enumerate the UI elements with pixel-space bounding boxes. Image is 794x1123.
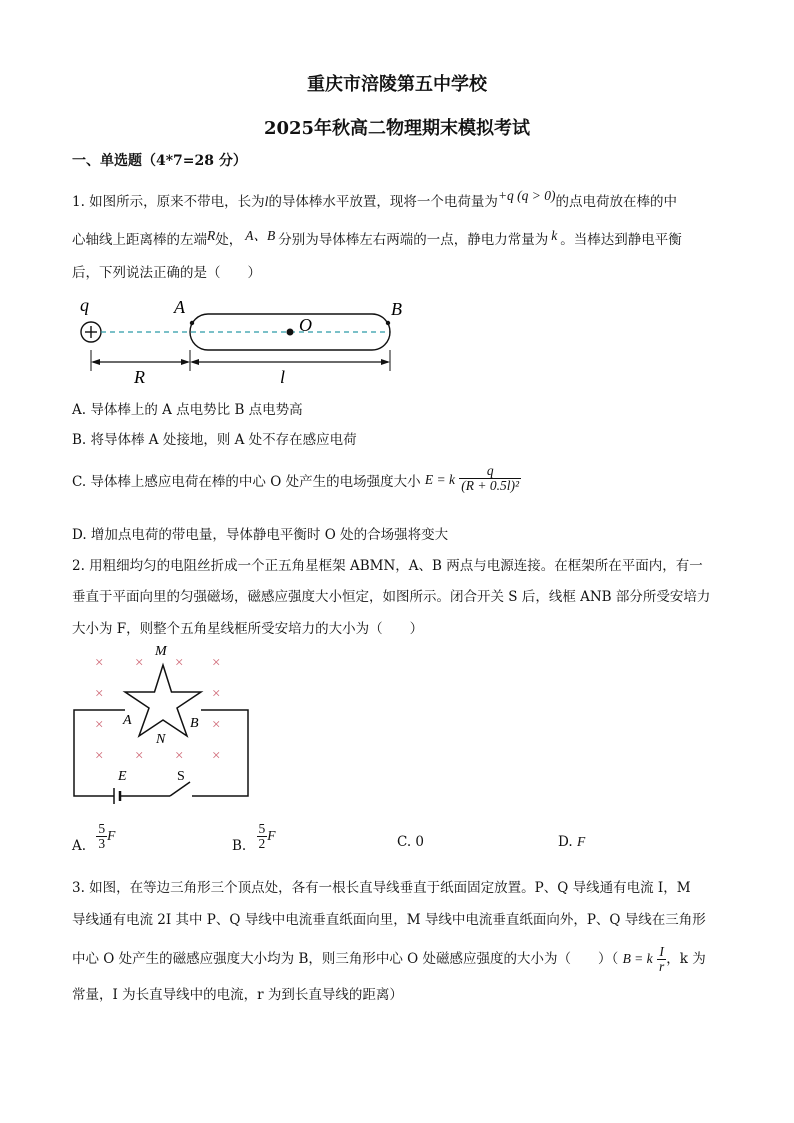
- q1-option-d[interactable]: D. 增加点电荷的带电量，导体静电平衡时 O 处的合场强将变大: [72, 527, 449, 543]
- svg-text:×: ×: [95, 686, 104, 702]
- svg-text:×: ×: [175, 748, 184, 764]
- q2-option-c[interactable]: C. 0: [397, 834, 425, 850]
- q3-formula-lhs: B = k: [622, 951, 653, 966]
- q1-option-a[interactable]: A. 导体棒上的 A 点电势比 B 点电势高: [72, 402, 303, 418]
- svg-text:×: ×: [175, 655, 184, 671]
- q3-line3: 中心 O 处产生的磁感应强度大小均为 B，则三角形中心 O 处磁感应强度的大小为（ ）（ B = k $\frac{I}{r}$ ，k 为: [72, 944, 706, 974]
- svg-text:M: M: [155, 644, 167, 659]
- svg-text:S: S: [177, 769, 185, 784]
- switch: [170, 782, 190, 796]
- svg-text:B: B: [190, 716, 199, 731]
- q1-text: 处，: [215, 232, 243, 248]
- fig-label-A: A: [174, 297, 185, 317]
- svg-text:×: ×: [212, 655, 221, 671]
- fig-label-R: R: [134, 367, 145, 387]
- fig-label-O: O: [299, 315, 312, 335]
- center-point: [287, 329, 294, 336]
- exam-title: 2025年秋高二物理期末模拟考试: [263, 118, 531, 139]
- q2-opta-fraction: $\frac{5}{3}$: [98, 821, 106, 851]
- q2-option-b[interactable]: B. $\frac{5}{2}$ F: [232, 821, 276, 854]
- svg-text:N: N: [156, 732, 166, 747]
- fig-label-B: B: [391, 299, 402, 319]
- q1-text: 的点电荷放在棒的中: [555, 194, 678, 210]
- q1-option-b[interactable]: B. 将导体棒 A 处接地，则 A 处不存在感应电荷: [72, 432, 357, 448]
- svg-text:×: ×: [135, 748, 144, 764]
- q2-option-a[interactable]: A. $\frac{5}{3}$ F: [72, 821, 116, 854]
- q1-optc-fraction: $\frac{q}{\text{(R + 0.5l)²}}$: [461, 463, 520, 493]
- q1-optc-lhs: E = k: [424, 472, 455, 487]
- svg-text:×: ×: [95, 717, 104, 733]
- svg-text:A: A: [123, 713, 132, 728]
- q1-line2: [72, 230, 682, 250]
- q1-charge: +q (q > 0): [497, 188, 556, 203]
- svg-text:×: ×: [95, 655, 104, 671]
- fig-label-q: q: [80, 295, 89, 315]
- q1-option-c[interactable]: [72, 463, 521, 497]
- q2-figure: [70, 640, 260, 805]
- q2-line3: 大小为 F，则整个五角星线框所受安培力的大小为（ ）: [72, 621, 424, 637]
- q3-formula-fraction: $\frac{I}{r}$: [658, 944, 665, 974]
- q1-optc-text: C. 导体棒上感应电荷在棒的中心 O 处产生的电场强度大小: [72, 474, 421, 490]
- q1-var-l: l: [264, 194, 269, 209]
- section-heading: 一、单选题（4*7=28 分）: [72, 153, 247, 169]
- q2-optb-fraction: $\frac{5}{2}$: [258, 821, 266, 851]
- q3-line1: 3. 如图，在等边三角形三个顶点处，各有一根长直导线垂直于纸面固定放置。P、Q 导线通有电流 I，M: [72, 880, 691, 896]
- q3-line4: 常量，I 为长直导线中的电流，r 为到长直导线的距离）: [72, 987, 403, 1003]
- q1-AB: A、B: [245, 228, 276, 243]
- svg-text:×: ×: [212, 748, 221, 764]
- svg-text:×: ×: [95, 748, 104, 764]
- q1-figure: [74, 295, 414, 390]
- school-title: 重庆市涪陵第五中学校: [307, 74, 487, 95]
- q1-text: 分别为导体棒左右两端的一点，静电力常量为: [278, 232, 549, 248]
- q1-line3: 后，下列说法正确的是（ ）: [72, 265, 261, 281]
- q1-var-k: k: [551, 228, 558, 243]
- q2-option-d[interactable]: D. F: [558, 834, 586, 850]
- fig-label-l: l: [280, 367, 286, 387]
- q1-var-R: R: [207, 228, 216, 243]
- q1-text: 。当棒达到静电平衡: [560, 232, 682, 248]
- q1-line1: [72, 188, 678, 212]
- svg-text:×: ×: [212, 717, 221, 733]
- svg-text:×: ×: [212, 686, 221, 702]
- q2-line2: 垂直于平面向里的匀强磁场，磁感应强度大小恒定，如图所示。闭合开关 S 后，线框 ANB 部分所受安培力: [72, 589, 711, 605]
- q3-line2: 导线通有电流 2I 其中 P、Q 导线中电流垂直纸面向里，M 导线中电流垂直纸面向外，P、Q 导线在三角形: [72, 912, 706, 928]
- q1-text: 1. 如图所示，原来不带电，长为: [72, 194, 265, 210]
- svg-text:E: E: [118, 769, 127, 784]
- svg-text:×: ×: [135, 655, 144, 671]
- q1-text: 心轴线上距离棒的左端: [72, 232, 207, 248]
- q1-text: 的导体棒水平放置，现将一个电荷量为: [268, 194, 498, 210]
- q2-line1: 2. 用粗细均匀的电阻丝折成一个正五角星框架 ABMN，A、B 两点与电源连接。在框架所在平面内，有一: [72, 558, 703, 574]
